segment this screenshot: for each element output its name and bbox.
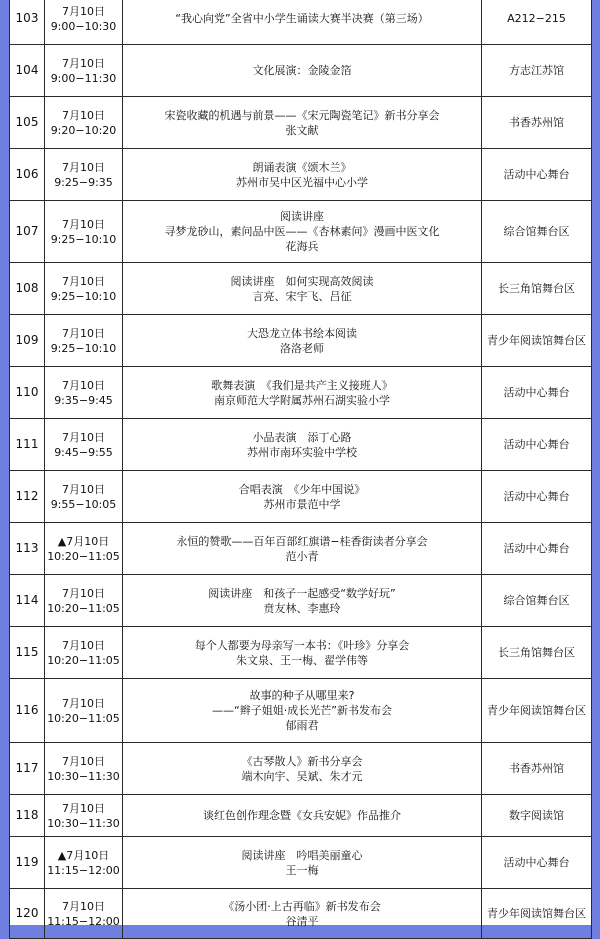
event-title-line: 端木向宇、吴斌、朱才元 xyxy=(241,769,363,783)
table-row xyxy=(10,149,592,201)
event-title-line: 歌舞表演 《我们是共产主义接班人》 xyxy=(211,378,393,392)
event-title-line: 大恐龙立体书绘本阅读 xyxy=(247,326,357,340)
row-number: 117 xyxy=(10,743,45,795)
event-time: 10:20−11:05 xyxy=(47,653,120,667)
event-title-cell xyxy=(123,889,482,939)
venue-cell: 活动中心舞台 xyxy=(482,149,592,201)
event-title-line: 寻梦龙砂山，素问品中医——《杏林素问》漫画中医文化 xyxy=(164,225,440,238)
event-time: 10:20−11:05 xyxy=(47,601,120,615)
row-number: 104 xyxy=(10,45,45,97)
row-number: 118 xyxy=(10,795,45,837)
venue-cell: A212−215 xyxy=(482,0,592,45)
event-title-line: 范小青 xyxy=(285,549,319,563)
event-title-cell xyxy=(123,795,482,837)
venue-cell: 活动中心舞台 xyxy=(482,471,592,523)
date-time-cell xyxy=(45,837,123,889)
event-time: 9:25−10:10 xyxy=(50,289,117,303)
row-number: 110 xyxy=(10,367,45,419)
row-number: 103 xyxy=(10,0,45,45)
venue-cell: 活动中心舞台 xyxy=(482,367,592,419)
event-title-cell xyxy=(123,201,482,263)
event-title-line: 《古琴散人》新书分享会 xyxy=(241,754,363,768)
venue-cell: 活动中心舞台 xyxy=(482,837,592,889)
event-title-line: 贲友林、李惠玲 xyxy=(263,601,341,615)
table-row xyxy=(10,97,592,149)
row-number: 108 xyxy=(10,263,45,315)
table-row xyxy=(10,575,592,627)
event-title-line: 张文献 xyxy=(285,123,319,137)
table-row xyxy=(10,795,592,837)
date-time-cell xyxy=(45,471,123,523)
event-time: 9:55−10:05 xyxy=(50,497,117,511)
event-title-cell xyxy=(123,263,482,315)
event-time: 9:20−10:20 xyxy=(50,123,117,137)
event-date: 7月10日 xyxy=(62,217,105,231)
row-number: 113 xyxy=(10,523,45,575)
row-number: 107 xyxy=(10,201,45,263)
event-title-cell xyxy=(123,0,482,45)
event-date: ▲7月10日 xyxy=(57,848,110,862)
event-date: 7月10日 xyxy=(62,586,105,600)
table-row xyxy=(10,315,592,367)
date-time-cell xyxy=(45,149,123,201)
event-title-line: 永恒的赞歌——百年百部红旗谱−桂香街读者分享会 xyxy=(176,534,428,548)
event-title-line: 南京师范大学附属苏州石湖实验小学 xyxy=(214,393,390,407)
event-title-line: 谷清平 xyxy=(285,914,319,928)
date-time-cell xyxy=(45,367,123,419)
event-title-line: 小品表演 添丁心路 xyxy=(252,430,352,444)
event-date: 7月10日 xyxy=(62,56,105,70)
date-time-cell xyxy=(45,0,123,45)
venue-cell: 活动中心舞台 xyxy=(482,523,592,575)
table-row xyxy=(10,679,592,743)
row-number: 112 xyxy=(10,471,45,523)
date-time-cell xyxy=(45,45,123,97)
row-number: 119 xyxy=(10,837,45,889)
date-time-cell xyxy=(45,679,123,743)
table-row xyxy=(10,743,592,795)
table-row xyxy=(10,367,592,419)
event-title-cell xyxy=(123,837,482,889)
row-number: 109 xyxy=(10,315,45,367)
schedule-table xyxy=(9,0,592,939)
table-row xyxy=(10,523,592,575)
event-title-cell xyxy=(123,743,482,795)
date-time-cell xyxy=(45,889,123,939)
date-time-cell xyxy=(45,419,123,471)
event-date: 7月10日 xyxy=(62,430,105,444)
date-time-cell xyxy=(45,315,123,367)
table-row xyxy=(10,263,592,315)
event-title-cell xyxy=(123,149,482,201)
table-row xyxy=(10,837,592,889)
event-date: 7月10日 xyxy=(62,4,105,18)
event-title-cell xyxy=(123,367,482,419)
event-time: 9:35−9:45 xyxy=(54,393,113,407)
row-number: 120 xyxy=(10,889,45,939)
table-row xyxy=(10,627,592,679)
event-title-line: 苏州市吴中区光福中心小学 xyxy=(236,175,368,189)
event-title-line: 朱文泉、王一梅、翟学伟等 xyxy=(236,653,368,667)
event-title-line: 郁雨君 xyxy=(285,719,319,732)
date-time-cell xyxy=(45,627,123,679)
event-date: 7月10日 xyxy=(62,160,105,174)
date-time-cell xyxy=(45,263,123,315)
event-date: 7月10日 xyxy=(62,801,105,815)
event-time: 9:45−9:55 xyxy=(54,445,113,459)
event-title-cell xyxy=(123,679,482,743)
event-date: 7月10日 xyxy=(62,326,105,340)
venue-cell: 方志江苏馆 xyxy=(482,45,592,97)
event-title-cell xyxy=(123,315,482,367)
event-title-line: 阅读讲座 xyxy=(280,210,324,223)
event-title-line: 阅读讲座 吟唱美丽童心 xyxy=(241,848,363,862)
venue-cell: 综合馆舞台区 xyxy=(482,201,592,263)
event-time: 9:25−9:35 xyxy=(54,175,113,189)
event-date: 7月10日 xyxy=(62,696,105,710)
event-title-line: 故事的种子从哪里来? xyxy=(249,689,355,702)
event-title-line: 朗诵表演《颂木兰》 xyxy=(252,160,352,174)
event-title-line: 合唱表演 《少年中国说》 xyxy=(238,482,366,496)
date-time-cell xyxy=(45,795,123,837)
table-row xyxy=(10,889,592,939)
event-title-line: 言亮、宋宇飞、吕征 xyxy=(252,289,352,303)
event-date: 7月10日 xyxy=(62,274,105,288)
table-row xyxy=(10,471,592,523)
event-time: 9:00−10:30 xyxy=(50,19,117,33)
event-date: ▲7月10日 xyxy=(57,534,110,548)
date-time-cell xyxy=(45,575,123,627)
event-title-line: 苏州市南环实验中学校 xyxy=(247,445,357,459)
venue-cell: 书香苏州馆 xyxy=(482,97,592,149)
event-date: 7月10日 xyxy=(62,482,105,496)
venue-cell: 青少年阅读馆舞台区 xyxy=(482,889,592,939)
event-time: 9:25−10:10 xyxy=(50,232,117,246)
row-number: 116 xyxy=(10,679,45,743)
event-title-cell xyxy=(123,471,482,523)
event-title-line: 谈红色创作理念暨《女兵安妮》作品推介 xyxy=(203,809,401,822)
event-title-cell xyxy=(123,627,482,679)
date-time-cell xyxy=(45,97,123,149)
event-time: 9:00−11:30 xyxy=(50,71,117,85)
table-row xyxy=(10,0,592,45)
event-time: 10:20−11:05 xyxy=(47,711,120,725)
event-title-line: 《汤小团·上古再临》新书发布会 xyxy=(223,899,381,913)
venue-cell: 青少年阅读馆舞台区 xyxy=(482,315,592,367)
table-row xyxy=(10,201,592,263)
event-title-line: 每个人都要为母亲写一本书：《叶珍》分享会 xyxy=(194,638,410,652)
venue-cell: 综合馆舞台区 xyxy=(482,575,592,627)
event-time: 11:15−12:00 xyxy=(47,863,120,877)
date-time-cell xyxy=(45,743,123,795)
event-time: 9:25−10:10 xyxy=(50,341,117,355)
event-title-cell xyxy=(123,45,482,97)
venue-cell: 青少年阅读馆舞台区 xyxy=(482,679,592,743)
event-time: 11:15−12:00 xyxy=(47,914,120,928)
table-row xyxy=(10,45,592,97)
event-title-line: 花海兵 xyxy=(285,240,319,253)
event-title-line: 洛洛老师 xyxy=(280,341,324,355)
date-time-cell xyxy=(45,523,123,575)
event-time: 10:30−11:30 xyxy=(47,816,120,830)
row-number: 105 xyxy=(10,97,45,149)
event-date: 7月10日 xyxy=(62,378,105,392)
event-title-line: 苏州市景范中学 xyxy=(263,497,341,511)
event-title-line: 宋瓷收藏的机遇与前景——《宋元陶瓷笔记》新书分享会 xyxy=(164,108,440,122)
venue-cell: 数字阅读馆 xyxy=(482,795,592,837)
event-title-line: 王一梅 xyxy=(285,863,319,877)
event-title-line: ——“辫子姐姐·成长光芒”新书发布会 xyxy=(212,704,392,717)
table-row xyxy=(10,419,592,471)
venue-cell: 长三角馆舞台区 xyxy=(482,263,592,315)
event-title-cell xyxy=(123,575,482,627)
event-title-line: 阅读讲座 如何实现高效阅读 xyxy=(230,274,374,288)
event-time: 10:30−11:30 xyxy=(47,769,120,783)
venue-cell: 活动中心舞台 xyxy=(482,419,592,471)
event-title-cell xyxy=(123,97,482,149)
event-date: 7月10日 xyxy=(62,899,105,913)
row-number: 115 xyxy=(10,627,45,679)
event-date: 7月10日 xyxy=(62,638,105,652)
event-title-line: 文化展演：金陵金箔 xyxy=(252,64,352,77)
event-time: 10:20−11:05 xyxy=(47,549,120,563)
event-title-line: “我心向党”全省中小学生诵读大赛半决赛（第三场） xyxy=(175,12,429,25)
event-title-cell xyxy=(123,419,482,471)
schedule-sheet xyxy=(9,0,591,928)
venue-cell: 书香苏州馆 xyxy=(482,743,592,795)
row-number: 111 xyxy=(10,419,45,471)
event-date: 7月10日 xyxy=(62,108,105,122)
date-time-cell xyxy=(45,201,123,263)
row-number: 114 xyxy=(10,575,45,627)
event-date: 7月10日 xyxy=(62,754,105,768)
event-title-cell xyxy=(123,523,482,575)
event-title-line: 阅读讲座 和孩子一起感受“数学好玩” xyxy=(208,586,396,600)
venue-cell: 长三角馆舞台区 xyxy=(482,627,592,679)
row-number: 106 xyxy=(10,149,45,201)
